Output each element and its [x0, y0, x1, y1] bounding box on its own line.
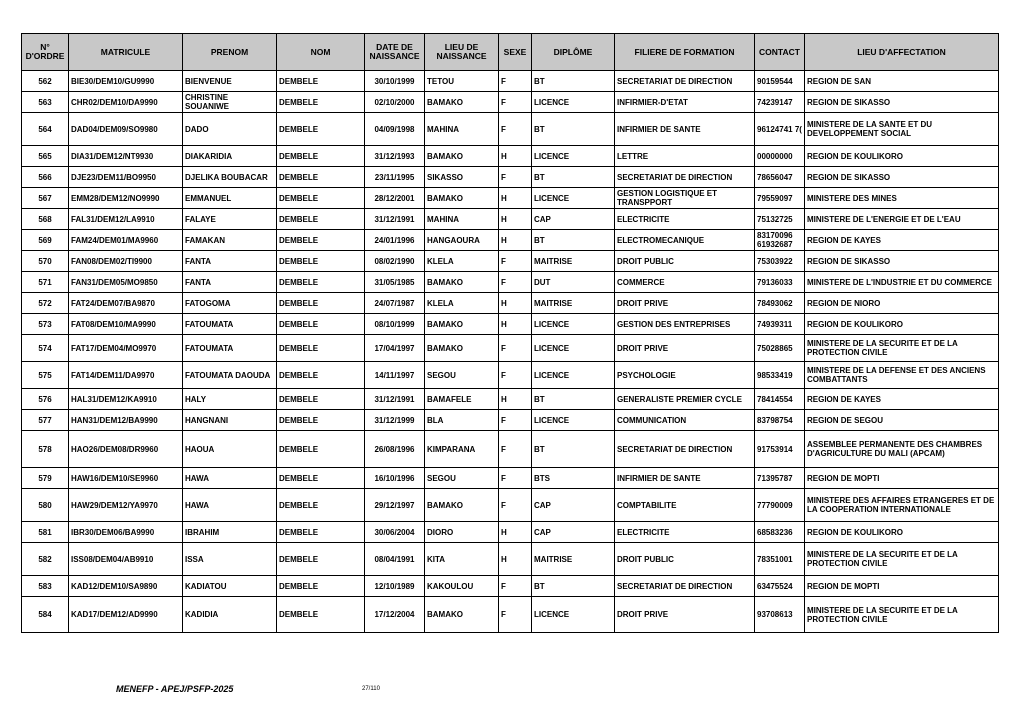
cell-birth-date: 29/12/1997 — [365, 489, 425, 522]
table-row — [22, 251, 999, 272]
cell-order: 584 — [22, 597, 69, 633]
header-contact: CONTACT — [755, 34, 805, 71]
cell-matricule: CHR02/DEM10/DA9990 — [69, 92, 183, 113]
cell-birth-date: 30/10/1999 — [365, 71, 425, 92]
cell-birth-place: BAMAKO — [425, 597, 499, 633]
cell-birth-place: BAMAKO — [425, 314, 499, 335]
cell-nom: DEMBELE — [277, 92, 365, 113]
cell-nom: DEMBELE — [277, 230, 365, 251]
cell-sex: H — [499, 522, 532, 543]
cell-training: DROIT PUBLIC — [615, 251, 755, 272]
cell-matricule: KAD17/DEM12/AD9990 — [69, 597, 183, 633]
cell-order: 571 — [22, 272, 69, 293]
cell-nom: DEMBELE — [277, 597, 365, 633]
cell-prenom: FANTA — [183, 251, 277, 272]
table-row — [22, 167, 999, 188]
cell-prenom: EMMANUEL — [183, 188, 277, 209]
footer-program: MENEFP - APEJ/PSFP-2025 — [116, 684, 234, 694]
cell-matricule: FAT08/DEM10/MA9990 — [69, 314, 183, 335]
cell-contact: 90159544 — [755, 71, 805, 92]
cell-sex: H — [499, 230, 532, 251]
cell-birth-place: KITA — [425, 543, 499, 576]
cell-diploma: BT — [532, 167, 615, 188]
cell-diploma: LICENCE — [532, 314, 615, 335]
cell-diploma: CAP — [532, 522, 615, 543]
cell-training: DROIT PUBLIC — [615, 543, 755, 576]
table-row — [22, 597, 999, 633]
cell-birth-date: 31/12/1993 — [365, 146, 425, 167]
cell-assignment: REGION DE KAYES — [805, 230, 999, 251]
cell-birth-place: BLA — [425, 410, 499, 431]
cell-matricule: FAN31/DEM05/MO9850 — [69, 272, 183, 293]
cell-matricule: FAN08/DEM02/TI9900 — [69, 251, 183, 272]
cell-assignment: MINISTERE DE LA SECURITE ET DE LA PROTECTION CIVILE — [805, 543, 999, 576]
cell-diploma: LICENCE — [532, 146, 615, 167]
cell-birth-place: DIORO — [425, 522, 499, 543]
cell-assignment: REGION DE KOULIKORO — [805, 146, 999, 167]
cell-contact: 74239147 — [755, 92, 805, 113]
cell-contact: 96124741 7( — [755, 113, 805, 146]
cell-training: GENERALISTE PREMIER CYCLE — [615, 389, 755, 410]
cell-birth-place: BAMAKO — [425, 146, 499, 167]
cell-birth-place: KIMPARANA — [425, 431, 499, 468]
cell-contact: 83798754 — [755, 410, 805, 431]
table-row — [22, 489, 999, 522]
cell-birth-date: 23/11/1995 — [365, 167, 425, 188]
cell-order: 575 — [22, 362, 69, 389]
cell-order: 562 — [22, 71, 69, 92]
cell-assignment: MINISTERE DE L'INDUSTRIE ET DU COMMERCE — [805, 272, 999, 293]
cell-contact: 78351001 — [755, 543, 805, 576]
cell-assignment: MINISTERE DES AFFAIRES ETRANGERES ET DE LA COOPERATION INTERNATIONALE — [805, 489, 999, 522]
cell-matricule: FAT24/DEM07/BA9870 — [69, 293, 183, 314]
cell-birth-date: 26/08/1996 — [365, 431, 425, 468]
cell-birth-place: BAMAKO — [425, 272, 499, 293]
cell-assignment: REGION DE SEGOU — [805, 410, 999, 431]
cell-assignment: REGION DE MOPTI — [805, 468, 999, 489]
cell-training: COMMERCE — [615, 272, 755, 293]
cell-order: 577 — [22, 410, 69, 431]
cell-prenom: CHRISTINE SOUANIWE — [183, 92, 277, 113]
cell-nom: DEMBELE — [277, 522, 365, 543]
table-row — [22, 92, 999, 113]
cell-sex: F — [499, 335, 532, 362]
cell-nom: DEMBELE — [277, 389, 365, 410]
cell-matricule: FAM24/DEM01/MA9960 — [69, 230, 183, 251]
cell-nom: DEMBELE — [277, 335, 365, 362]
cell-training: INFIRMIER DE SANTE — [615, 113, 755, 146]
cell-assignment: MINISTERE DE LA SECURITE ET DE LA PROTECTION CIVILE — [805, 597, 999, 633]
cell-sex: H — [499, 543, 532, 576]
cell-contact: 75028865 — [755, 335, 805, 362]
cell-diploma: LICENCE — [532, 92, 615, 113]
cell-assignment: REGION DE SIKASSO — [805, 167, 999, 188]
cell-training: PSYCHOLOGIE — [615, 362, 755, 389]
cell-birth-date: 28/12/2001 — [365, 188, 425, 209]
cell-contact: 63475524 — [755, 576, 805, 597]
header-nom: NOM — [277, 34, 365, 71]
cell-matricule: HAW16/DEM10/SE9960 — [69, 468, 183, 489]
cell-prenom: DJELIKA BOUBACAR — [183, 167, 277, 188]
table-row — [22, 362, 999, 389]
cell-diploma: CAP — [532, 209, 615, 230]
cell-birth-place: KLELA — [425, 251, 499, 272]
table-row — [22, 522, 999, 543]
cell-assignment: MINISTERE DE LA SANTE ET DU DEVELOPPEMENT SOCIAL — [805, 113, 999, 146]
cell-training: DROIT PRIVE — [615, 293, 755, 314]
table-row — [22, 272, 999, 293]
table-row — [22, 431, 999, 468]
table-row — [22, 576, 999, 597]
cell-contact: 78656047 — [755, 167, 805, 188]
cell-sex: H — [499, 209, 532, 230]
cell-order: 568 — [22, 209, 69, 230]
cell-birth-place: MAHINA — [425, 209, 499, 230]
cell-prenom: KADIDIA — [183, 597, 277, 633]
cell-sex: H — [499, 293, 532, 314]
cell-training: SECRETARIAT DE DIRECTION — [615, 71, 755, 92]
cell-nom: DEMBELE — [277, 362, 365, 389]
cell-order: 579 — [22, 468, 69, 489]
table-row — [22, 314, 999, 335]
cell-sex: F — [499, 71, 532, 92]
cell-diploma: BTS — [532, 468, 615, 489]
cell-assignment: MINISTERE DES MINES — [805, 188, 999, 209]
cell-diploma: MAITRISE — [532, 293, 615, 314]
cell-nom: DEMBELE — [277, 543, 365, 576]
cell-diploma: LICENCE — [532, 410, 615, 431]
cell-training: SECRETARIAT DE DIRECTION — [615, 431, 755, 468]
table-row — [22, 209, 999, 230]
cell-birth-date: 17/12/2004 — [365, 597, 425, 633]
cell-order: 582 — [22, 543, 69, 576]
cell-matricule: DAD04/DEM09/SO9980 — [69, 113, 183, 146]
cell-assignment: MINISTERE DE LA DEFENSE ET DES ANCIENS COMBATTANTS — [805, 362, 999, 389]
cell-diploma: LICENCE — [532, 335, 615, 362]
cell-training: LETTRE — [615, 146, 755, 167]
cell-assignment: REGION DE SAN — [805, 71, 999, 92]
cell-diploma: LICENCE — [532, 362, 615, 389]
cell-diploma: BT — [532, 389, 615, 410]
cell-assignment: REGION DE SIKASSO — [805, 92, 999, 113]
table-row — [22, 71, 999, 92]
cell-sex: F — [499, 113, 532, 146]
cell-matricule: DIA31/DEM12/NT9930 — [69, 146, 183, 167]
cell-birth-date: 08/04/1991 — [365, 543, 425, 576]
cell-training: DROIT PRIVE — [615, 335, 755, 362]
cell-sex: F — [499, 468, 532, 489]
cell-assignment: MINISTERE DE L'ENERGIE ET DE L'EAU — [805, 209, 999, 230]
cell-contact: 91753914 — [755, 431, 805, 468]
cell-diploma: MAITRISE — [532, 251, 615, 272]
cell-birth-date: 02/10/2000 — [365, 92, 425, 113]
cell-nom: DEMBELE — [277, 71, 365, 92]
cell-birth-date: 12/10/1989 — [365, 576, 425, 597]
cell-assignment: ASSEMBLEE PERMANENTE DES CHAMBRES D'AGRICULTURE DU MALI (APCAM) — [805, 431, 999, 468]
cell-sex: F — [499, 410, 532, 431]
cell-nom: DEMBELE — [277, 410, 365, 431]
table-row — [22, 293, 999, 314]
cell-sex: F — [499, 576, 532, 597]
cell-nom: DEMBELE — [277, 113, 365, 146]
cell-assignment: REGION DE KOULIKORO — [805, 314, 999, 335]
cell-training: COMMUNICATION — [615, 410, 755, 431]
cell-matricule: EMM28/DEM12/NO9990 — [69, 188, 183, 209]
cell-contact: 83170096 61932687 — [755, 230, 805, 251]
cell-birth-date: 17/04/1997 — [365, 335, 425, 362]
cell-birth-date: 16/10/1996 — [365, 468, 425, 489]
cell-birth-date: 30/06/2004 — [365, 522, 425, 543]
cell-contact: 74939311 — [755, 314, 805, 335]
cell-birth-date: 14/11/1997 — [365, 362, 425, 389]
cell-contact: 98533419 — [755, 362, 805, 389]
header-row — [22, 34, 999, 71]
cell-assignment: REGION DE MOPTI — [805, 576, 999, 597]
cell-order: 578 — [22, 431, 69, 468]
cell-nom: DEMBELE — [277, 314, 365, 335]
cell-contact: 75132725 — [755, 209, 805, 230]
cell-birth-date: 24/07/1987 — [365, 293, 425, 314]
cell-prenom: FATOUMATA — [183, 314, 277, 335]
cell-matricule: HAL31/DEM12/KA9910 — [69, 389, 183, 410]
cell-sex: F — [499, 92, 532, 113]
cell-birth-place: BAMAKO — [425, 489, 499, 522]
cell-training: INFIRMIER-D'ETAT — [615, 92, 755, 113]
cell-birth-date: 31/12/1991 — [365, 209, 425, 230]
cell-prenom: FANTA — [183, 272, 277, 293]
cell-nom: DEMBELE — [277, 188, 365, 209]
cell-prenom: IBRAHIM — [183, 522, 277, 543]
cell-prenom: HALY — [183, 389, 277, 410]
cell-assignment: REGION DE NIORO — [805, 293, 999, 314]
cell-prenom: FAMAKAN — [183, 230, 277, 251]
cell-prenom: HAWA — [183, 468, 277, 489]
cell-birth-date: 31/05/1985 — [365, 272, 425, 293]
header-birth-date: DATE DE NAISSANCE — [365, 34, 425, 71]
cell-birth-place: BAMAKO — [425, 335, 499, 362]
cell-nom: DEMBELE — [277, 146, 365, 167]
cell-birth-place: SIKASSO — [425, 167, 499, 188]
cell-sex: F — [499, 167, 532, 188]
cell-diploma: CAP — [532, 489, 615, 522]
cell-nom: DEMBELE — [277, 468, 365, 489]
header-matricule: MATRICULE — [69, 34, 183, 71]
cell-sex: H — [499, 314, 532, 335]
cell-matricule: DJE23/DEM11/BO9950 — [69, 167, 183, 188]
cell-prenom: DIAKARIDIA — [183, 146, 277, 167]
cell-training: COMPTABILITE — [615, 489, 755, 522]
cell-order: 565 — [22, 146, 69, 167]
cell-nom: DEMBELE — [277, 293, 365, 314]
cell-matricule: FAL31/DEM12/LA9910 — [69, 209, 183, 230]
cell-order: 564 — [22, 113, 69, 146]
cell-contact: 68583236 — [755, 522, 805, 543]
cell-nom: DEMBELE — [277, 167, 365, 188]
cell-nom: DEMBELE — [277, 251, 365, 272]
cell-contact: 78493062 — [755, 293, 805, 314]
cell-matricule: BIE30/DEM10/GU9990 — [69, 71, 183, 92]
cell-prenom: FATOGOMA — [183, 293, 277, 314]
cell-diploma: LICENCE — [532, 188, 615, 209]
cell-matricule: FAT17/DEM04/MO9970 — [69, 335, 183, 362]
cell-contact: 79136033 — [755, 272, 805, 293]
cell-diploma: DUT — [532, 272, 615, 293]
table-row — [22, 230, 999, 251]
cell-birth-place: BAMAFELE — [425, 389, 499, 410]
cell-birth-place: TETOU — [425, 71, 499, 92]
cell-matricule: KAD12/DEM10/SA9890 — [69, 576, 183, 597]
cell-assignment: REGION DE SIKASSO — [805, 251, 999, 272]
cell-diploma: BT — [532, 71, 615, 92]
table-row — [22, 335, 999, 362]
cell-diploma: BT — [532, 230, 615, 251]
cell-prenom: BIENVENUE — [183, 71, 277, 92]
table-row — [22, 468, 999, 489]
cell-training: DROIT PRIVE — [615, 597, 755, 633]
cell-birth-place: HANGAOURA — [425, 230, 499, 251]
cell-nom: DEMBELE — [277, 209, 365, 230]
cell-contact: 77790009 — [755, 489, 805, 522]
cell-sex: F — [499, 272, 532, 293]
cell-sex: F — [499, 489, 532, 522]
cell-training: ELECTRICITE — [615, 209, 755, 230]
cell-order: 572 — [22, 293, 69, 314]
cell-birth-date: 08/02/1990 — [365, 251, 425, 272]
cell-contact: 78414554 — [755, 389, 805, 410]
cell-order: 576 — [22, 389, 69, 410]
cell-contact: 00000000 — [755, 146, 805, 167]
cell-prenom: FATOUMATA — [183, 335, 277, 362]
cell-order: 569 — [22, 230, 69, 251]
cell-training: SECRETARIAT DE DIRECTION — [615, 167, 755, 188]
cell-diploma: BT — [532, 113, 615, 146]
cell-training: SECRETARIAT DE DIRECTION — [615, 576, 755, 597]
header-assignment: LIEU D'AFFECTATION — [805, 34, 999, 71]
cell-contact: 93708613 — [755, 597, 805, 633]
cell-birth-place: KAKOULOU — [425, 576, 499, 597]
cell-order: 563 — [22, 92, 69, 113]
cell-order: 581 — [22, 522, 69, 543]
table-row — [22, 543, 999, 576]
cell-prenom: FATOUMATA DAOUDA — [183, 362, 277, 389]
cell-order: 574 — [22, 335, 69, 362]
cell-assignment: MINISTERE DE LA SECURITE ET DE LA PROTECTION CIVILE — [805, 335, 999, 362]
cell-sex: F — [499, 431, 532, 468]
cell-sex: H — [499, 188, 532, 209]
cell-order: 573 — [22, 314, 69, 335]
cell-assignment: REGION DE KOULIKORO — [805, 522, 999, 543]
cell-prenom: HANGNANI — [183, 410, 277, 431]
cell-sex: F — [499, 251, 532, 272]
cell-birth-date: 31/12/1991 — [365, 389, 425, 410]
cell-prenom: DADO — [183, 113, 277, 146]
cell-birth-date: 24/01/1996 — [365, 230, 425, 251]
cell-nom: DEMBELE — [277, 431, 365, 468]
cell-matricule: HAO26/DEM08/DR9960 — [69, 431, 183, 468]
cell-training: GESTION LOGISTIQUE ET TRANSPPORT — [615, 188, 755, 209]
cell-nom: DEMBELE — [277, 576, 365, 597]
cell-diploma: LICENCE — [532, 597, 615, 633]
header-prenom: PRENOM — [183, 34, 277, 71]
cell-diploma: BT — [532, 576, 615, 597]
header-diploma: DIPLÔME — [532, 34, 615, 71]
cell-training: ELECTRICITE — [615, 522, 755, 543]
table-row — [22, 146, 999, 167]
cell-order: 567 — [22, 188, 69, 209]
cell-matricule: FAT14/DEM11/DA9970 — [69, 362, 183, 389]
cell-contact: 71395787 — [755, 468, 805, 489]
cell-sex: H — [499, 389, 532, 410]
cell-diploma: MAITRISE — [532, 543, 615, 576]
cell-order: 570 — [22, 251, 69, 272]
table-row — [22, 410, 999, 431]
cell-birth-place: SEGOU — [425, 362, 499, 389]
cell-training: GESTION DES ENTREPRISES — [615, 314, 755, 335]
cell-matricule: IBR30/DEM06/BA9990 — [69, 522, 183, 543]
header-birth-place: LIEU DE NAISSANCE — [425, 34, 499, 71]
cell-training: ELECTROMECANIQUE — [615, 230, 755, 251]
cell-matricule: HAW29/DEM12/YA9970 — [69, 489, 183, 522]
cell-assignment: REGION DE KAYES — [805, 389, 999, 410]
cell-order: 566 — [22, 167, 69, 188]
cell-prenom: ISSA — [183, 543, 277, 576]
cell-training: INFIRMIER DE SANTE — [615, 468, 755, 489]
cell-birth-place: KLELA — [425, 293, 499, 314]
cell-order: 580 — [22, 489, 69, 522]
cell-birth-date: 31/12/1999 — [365, 410, 425, 431]
cell-order: 583 — [22, 576, 69, 597]
cell-matricule: HAN31/DEM12/BA9990 — [69, 410, 183, 431]
table-row — [22, 188, 999, 209]
header-sex: SEXE — [499, 34, 532, 71]
cell-contact: 79559097 — [755, 188, 805, 209]
table-row — [22, 389, 999, 410]
cell-matricule: ISS08/DEM04/AB9910 — [69, 543, 183, 576]
cell-birth-date: 08/10/1999 — [365, 314, 425, 335]
table-row — [22, 113, 999, 146]
header-training: FILIERE DE FORMATION — [615, 34, 755, 71]
cell-birth-place: BAMAKO — [425, 92, 499, 113]
cell-birth-place: SEGOU — [425, 468, 499, 489]
cell-prenom: HAWA — [183, 489, 277, 522]
cell-birth-place: MAHINA — [425, 113, 499, 146]
cell-prenom: HAOUA — [183, 431, 277, 468]
cell-prenom: KADIATOU — [183, 576, 277, 597]
cell-birth-date: 04/09/1998 — [365, 113, 425, 146]
header-order: N° D'ORDRE — [22, 34, 69, 71]
cell-contact: 75303922 — [755, 251, 805, 272]
cell-prenom: FALAYE — [183, 209, 277, 230]
cell-birth-place: BAMAKO — [425, 188, 499, 209]
cell-nom: DEMBELE — [277, 272, 365, 293]
beneficiaries-table — [21, 33, 999, 633]
page-number: 27/110 — [362, 686, 380, 692]
cell-diploma: BT — [532, 431, 615, 468]
cell-sex: H — [499, 146, 532, 167]
cell-sex: F — [499, 597, 532, 633]
cell-nom: DEMBELE — [277, 489, 365, 522]
cell-sex: F — [499, 362, 532, 389]
